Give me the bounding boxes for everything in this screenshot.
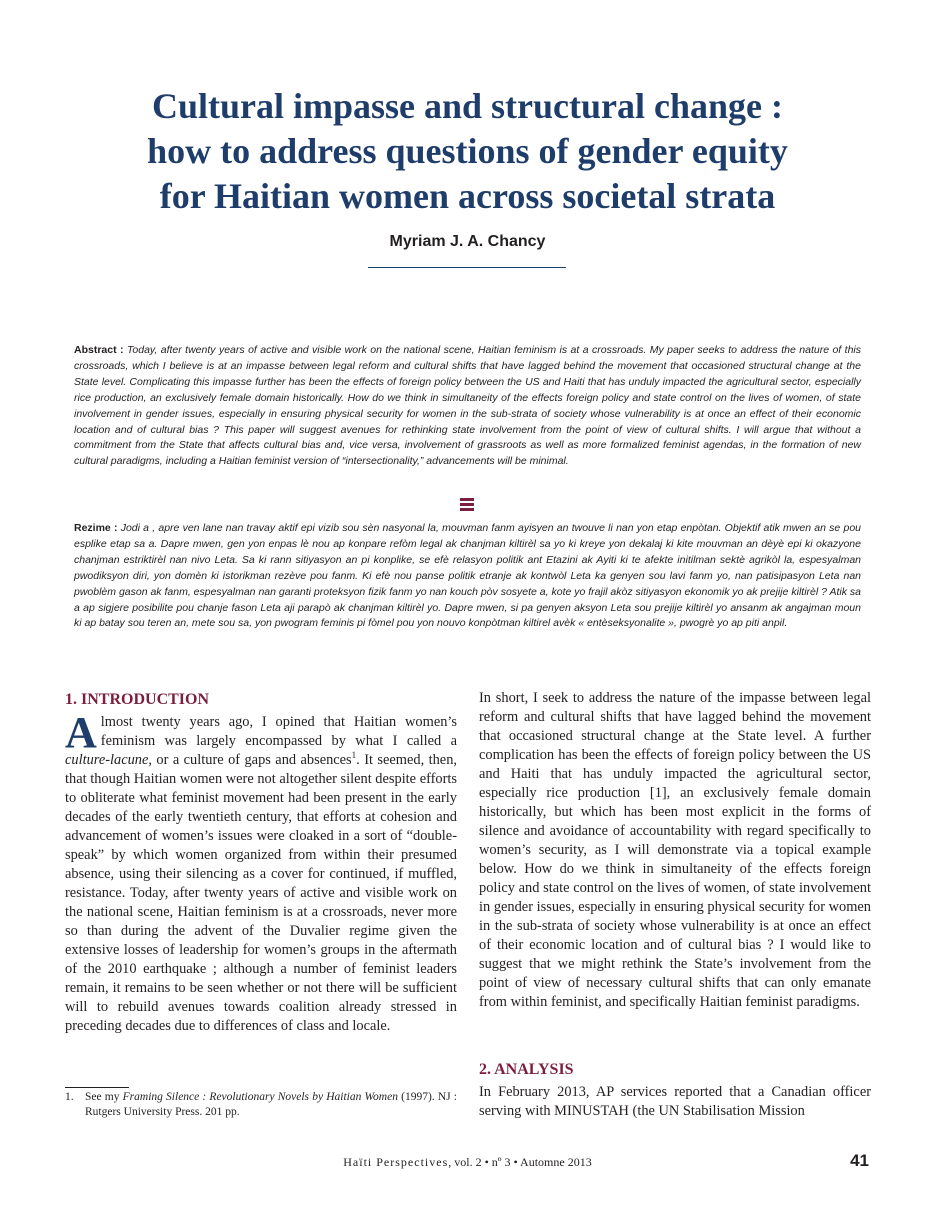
section-divider-icon xyxy=(460,498,474,512)
intro-text-b: , or a culture of gaps and absences xyxy=(148,752,352,768)
footnote-pre: See my xyxy=(85,1091,123,1103)
abstract xyxy=(74,343,861,470)
intro-emphasis: culture-lacune xyxy=(65,752,149,768)
issue-info: , vol. 2 • nº 3 • Automne 2013 xyxy=(448,1155,592,1169)
left-column xyxy=(65,689,457,1036)
rezime-text: Jodi a , apre ven lane nan travay aktif epi vizib sou sèn nasyonal la, mouvman fanm ayisyen an twouve li nan yon etap enpòtan. Objektif atik mwen an se pou esplike etap sa a. Dapre mwen, gen yon enpas lè nou ap konpare refòm legal ak chanjman kiltirèl sa yo ki kreye yon dekalaj ki kite mouvman an dèyè epi ki okazyone chanjman estriktirèl nan nivo Leta. Sa ki rann sitiyasyon an pi konplike, se efè relasyon politik ant Etazini ak Ayiti ki te afekte initilman sektè agrikòl la, espesyalman pwodiksyon diri, yon domèn ki istorikman rezève pou fanm. Ki efè nou panse politik etranje ak kontwòl Leta ka genyen sou lavi fanm yo, nan patisipasyon Leta nan pwoblèm gason ak fanm, espesyalman nan garanti proteksyon fizik fanm yo nan kouch pòv sosyete a, kote yo frajil akòz sitiyasyon ekonomik yo ak prejije kiltirèl ? Atik sa a ap sigjere posibilite pou chanje fason Leta aji parapò ak chanjman kiltirèl yo. Dapre mwen, si pa genyen aksyon Leta sou prejije kiltirèl yo ansanm ak angajman moun ki ap batay sou teren an, mete sou sa, yon pwogram feminis pi fòmel pou yon nouvo konpòtman kiltirel avèk « entèseksyonalite », pwogrè yo ap piti anpil. xyxy=(74,522,861,630)
footnote-post: (1997). NJ : Rutgers University Press. 201 pp. xyxy=(85,1091,457,1118)
intro-paragraph xyxy=(65,708,457,1036)
page-number: 41 xyxy=(850,1151,869,1170)
footnote-number: 1. xyxy=(65,1091,74,1103)
abstract-label: Abstract : xyxy=(74,344,124,356)
intro-text-a: lmost twenty years ago, I opined that Haitian women’s feminism was largely encompassed by what I called a xyxy=(100,714,457,749)
author-name: Myriam J. A. Chancy xyxy=(389,233,546,250)
title-line: for Haitian women across societal strata xyxy=(159,176,776,216)
footnote xyxy=(65,1090,457,1120)
drop-cap: A xyxy=(65,708,97,757)
footnote-book-title: Framing Silence : Revolutionary Novels by Haitian Women xyxy=(122,1091,398,1103)
section-heading-analysis: 2. ANALYSIS xyxy=(479,1061,574,1078)
author-divider xyxy=(368,267,566,268)
page-footer xyxy=(0,1155,935,1170)
right-column xyxy=(479,689,871,1012)
right-paragraph: In short, I seek to address the nature of the impasse between legal reform and cultural shifts that have lagged behind the movement that occasioned structural change at the State level. A further complication has been the effects of foreign policy between the US and Haiti that has unduly impacted the agricultural sector, especially rice production [1], an exclusively female domain historically, but which has been most explicit in the forms of silence and avoidance of accountability with regard specifically to women’s security, as I will demonstrate via a topical example below. How do we think in simultaneity of the effects foreign policy and state control on the lives of women, of state involvement in gender issues, especially in ensuring physical security for women in the sub-strata of society whose vulnerability is at once an effect of their economic location and of cultural bias ? I would like to suggest that we might rethink the State’s involvement from the point of view of necessary cultural shifts that can only emanate from within feminist, and specifically Haitian feminist paradigms. xyxy=(479,690,871,1010)
intro-text-c: . It seemed, then, that though Haitian women were not altogether silent despite efforts to obliterate what feminist movement had been present in the early decades of the early twentieth century, that efforts at cohesion and advancement of women’s issues were cloaked in a sort of “double-speak” by which women organized from within their presumed absence, using their silencing as a cover for continued, if muffled, resistance. Today, after twenty years of active and visible work on the national scene, Haitian feminism is at a crossroads, never more so than during the advent of the Duvalier regime given the extensive losses of leadership for women’s groups in the aftermath of the 2010 earthquake ; although a number of feminist leaders remain, it remains to be seen whether or not there will be sufficient will to rebuild avenues towards coalition already stressed in preceding decades due to differences of class and locale. xyxy=(65,752,457,1034)
section-heading-introduction: 1. INTRODUCTION xyxy=(65,691,210,708)
rezime xyxy=(74,521,861,632)
footnote-rule xyxy=(65,1087,129,1088)
rezime-label: Rezime : xyxy=(74,522,118,534)
title-line: how to address questions of gender equity xyxy=(147,131,788,171)
analysis-paragraph: In February 2013, AP services reported that a Canadian officer serving with MINUSTAH (the UN Stabilisation Mission xyxy=(479,1084,871,1119)
article-title xyxy=(60,84,875,219)
title-line: Cultural impasse and structural change : xyxy=(151,86,784,126)
footnote-text xyxy=(85,1090,457,1120)
abstract-text: Today, after twenty years of active and visible work on the national scene, Haitian feminism is at a crossroads. My paper seeks to address the nature of this crossroads, which I believe is at an impasse between legal reform and cultural shifts that have lagged behind the movement that occasioned structural change at the State level. Complicating this impasse further has been the effects of foreign policy between the US and Haiti that has unduly impacted the agricultural sector, especially rice production, an exclusively female domain historically. How do we think in simultaneity of the effects foreign policy and state control on the lives of women, of state involvement in gender issues, especially in ensuring physical security for women in the sub-strata of society whose vulnerability is at once an effect of their economic location and of cultural bias ? This paper will suggest avenues for rethinking state involvement from the point of view of cultural shifts. I will argue that without a commitment from the State that affects cultural bias and, vice versa, involvement of grassroots as well as more formalized feminist agendas, in the formation of new cultural paradigms, including a Haitian feminist version of “intersectionality,” advancements will be minimal. xyxy=(74,344,861,468)
footnote-ref[interactable]: 1 xyxy=(351,750,357,761)
journal-name: Haïti Perspectives xyxy=(343,1155,449,1169)
